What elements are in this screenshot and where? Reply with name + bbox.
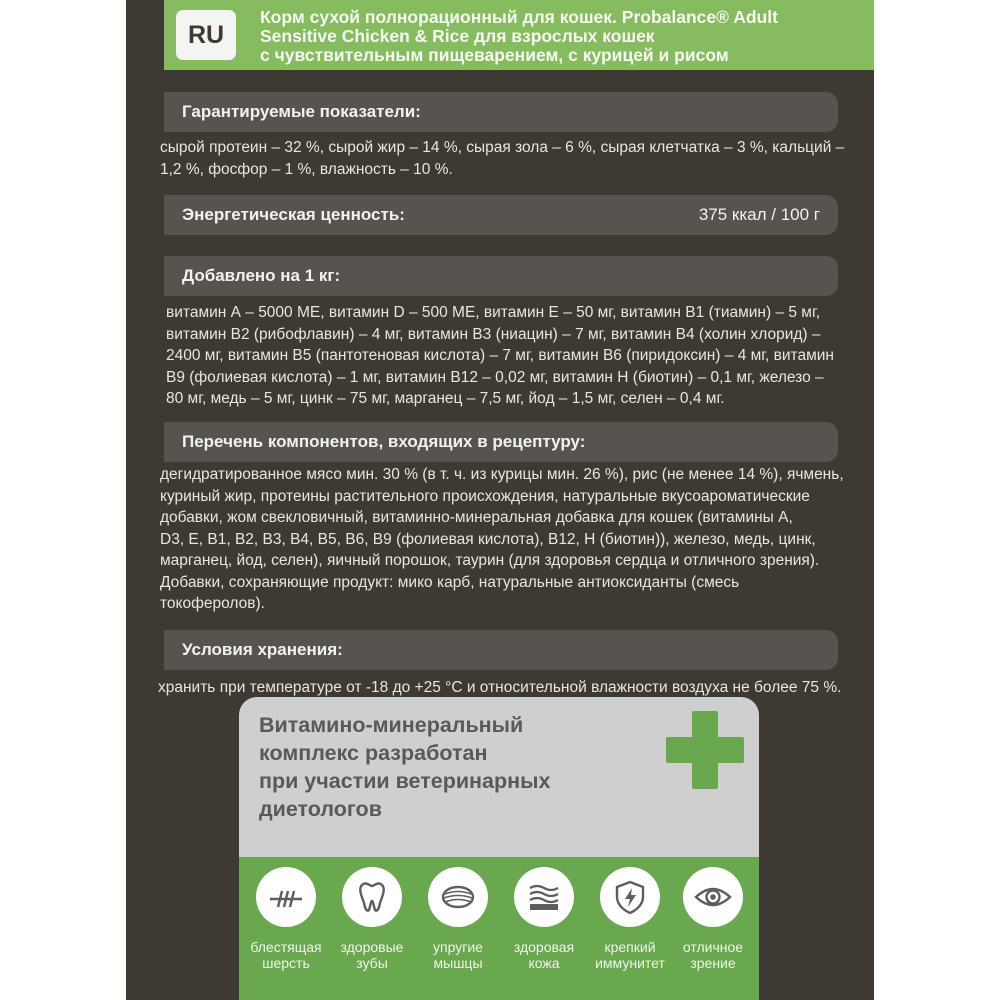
text-line: витамин А – 5000 МЕ, витамин D – 500 МЕ, витамин Е – 50 мг, витамин В1 (тиамин) – 5 мг, (166, 304, 821, 321)
benefit-label (418, 939, 498, 971)
benefits-strip (239, 857, 759, 1000)
text-line: 80 мг, медь – 5 мг, цинк – 75 мг, марганец – 7,5 мг, йод – 1,5 мг, селен – 0,4 мг. (166, 390, 725, 407)
promo-line: при участии ветеринарных (259, 769, 551, 793)
section-heading: Гарантируемые показатели: (182, 102, 421, 121)
product-title (260, 8, 860, 65)
product-title-line: Корм сухой полнорационный для кошек. Probalance® Adult (260, 7, 778, 27)
language-badge: RU (176, 10, 236, 60)
benefit-vision (673, 867, 753, 971)
tooth-icon (342, 867, 402, 927)
section-heading: Добавлено на 1 кг: (182, 266, 341, 285)
text-line: Добавки, сохраняющие продукт: мико карб, натуральные антиоксиданты (смесь (160, 573, 740, 591)
product-title-line: с чувствительным пищеварением, с курицей и рисом (260, 45, 729, 65)
promo-line: Витамино-минеральный (259, 713, 524, 737)
shield-icon (600, 867, 660, 927)
eye-icon (683, 867, 743, 927)
benefit-label-line: зрение (690, 955, 736, 971)
product-title-line: Sensitive Chicken & Rice для взрослых кошек (260, 26, 655, 46)
benefit-label (590, 939, 670, 971)
promo-box (239, 697, 759, 1000)
storage-heading-bar (164, 630, 838, 670)
muscle-icon (428, 867, 488, 927)
plus-icon (666, 711, 744, 789)
text-line: сырой протеин – 32 %, сырой жир – 14 %, сырая зола – 6 %, сырая клетчатка – 3 %, кальций – (160, 139, 845, 156)
benefit-label-line: мышцы (433, 955, 483, 971)
coat-icon (256, 867, 316, 927)
benefit-muscles (418, 867, 498, 971)
benefit-label-line: упругие (433, 939, 483, 955)
promo-line: комплекс разработан (259, 741, 488, 765)
skin-icon (514, 867, 574, 927)
benefit-coat (246, 867, 326, 971)
text-line: добавки, жом свекловичный, витаминно-минеральная добавка для кошек (витамины А, (160, 509, 793, 526)
section-heading: Условия хранения: (182, 640, 343, 659)
text-line: D3, Е, В1, В2, В3, В4, В5, В6, В9 (фолиевая кислота), В12, Н (биотин)), железо, медь, цинк, (160, 530, 816, 548)
benefit-label-line: кожа (528, 955, 560, 971)
added-text (166, 302, 856, 410)
benefit-label (673, 939, 753, 971)
text-line: хранить при температуре от -18 до +25 °С и относительной влажности воздуха не более 75 %. (158, 679, 842, 696)
benefit-label (246, 939, 326, 971)
energy-value: 375 ккал / 100 г (698, 205, 820, 224)
text-line: витамин В2 (рибофлавин) – 4 мг, витамин В3 (ниацин) – 7 мг, витамин В4 (холин хлорид) – (166, 325, 821, 343)
text-line: 2400 мг, витамин В5 (пантотеновая кислота) – 7 мг, витамин В6 (пиридоксин) – 4 мг, витамин (166, 347, 834, 364)
text-line: 1,2 %, фосфор – 1 %, влажность – 10 %. (160, 160, 453, 178)
benefit-teeth (332, 867, 412, 971)
guaranteed-text (160, 137, 850, 180)
promo-text (259, 711, 679, 823)
components-heading-bar (164, 422, 838, 462)
text-line: токоферолов). (160, 595, 265, 612)
benefit-label-line: зубы (356, 955, 388, 971)
benefit-label-line: крепкий (604, 939, 656, 955)
benefit-label-line: шерсть (262, 955, 310, 971)
benefit-label (504, 939, 584, 971)
benefit-label-line: здоровая (513, 939, 575, 955)
benefit-label-line: отличное (682, 939, 744, 955)
header-bar (164, 0, 874, 70)
benefit-label-line: здоровые (340, 939, 404, 955)
storage-text (158, 677, 848, 699)
benefit-label (332, 939, 412, 971)
section-heading: Перечень компонентов, входящих в рецептуру: (182, 432, 586, 451)
added-heading-bar (164, 256, 838, 296)
energy-heading-bar (164, 195, 838, 235)
text-line: куриный жир, протеины растительного происхождения, натуральные вкусоароматические (160, 487, 810, 505)
product-info-panel (126, 0, 874, 1000)
text-line: марганец, йод, селен), яичный порошок, таурин (для здоровья сердца и отличного зрения). (160, 552, 820, 569)
benefit-immunity (590, 867, 670, 971)
benefit-label-line: иммунитет (595, 955, 665, 971)
guaranteed-heading-bar (164, 92, 838, 132)
text-line: В9 (фолиевая кислота) – 1 мг, витамин В12 – 0,02 мг, витамин Н (биотин) – 0,1 мг, железо – (166, 368, 824, 386)
components-text (160, 464, 850, 615)
benefit-label-line: блестящая (250, 939, 322, 955)
benefit-skin (504, 867, 584, 971)
promo-line: диетологов (259, 797, 382, 821)
text-line: дегидратированное мясо мин. 30 % (в т. ч. из курицы мин. 26 %), рис (не менее 14 %), ячмень, (160, 466, 844, 483)
section-heading: Энергетическая ценность: (182, 205, 405, 224)
